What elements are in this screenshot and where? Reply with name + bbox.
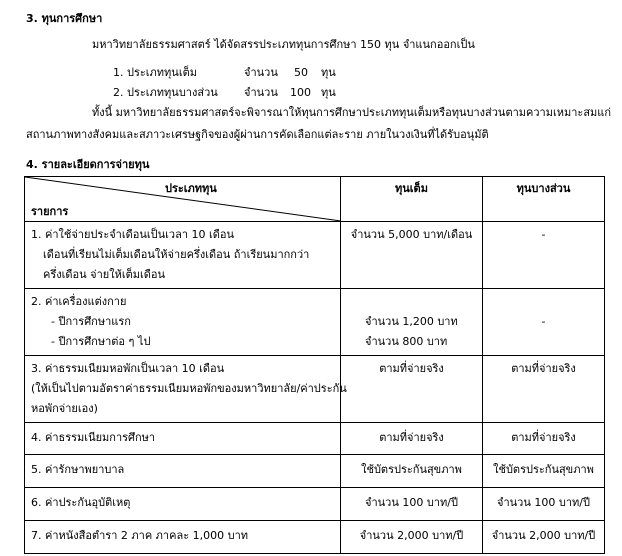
section4-heading: 4. รายละเอียดการจ่ายทุน — [26, 158, 150, 171]
header-partial-cell — [483, 177, 605, 222]
item-partial-label: 2. ประเภททุนบางส่วน — [113, 86, 218, 99]
row-item-line: 4. ค่าธรรมเนียมการศึกษา — [31, 431, 156, 444]
row-full-cell — [341, 521, 483, 554]
row-partial-value: ตามที่จ่ายจริง — [511, 362, 576, 375]
row-partial-value: - — [541, 228, 546, 241]
row-partial-value: จำนวน 2,000 บาท/ปี — [491, 529, 596, 542]
item-full-count-label: จำนวน — [244, 66, 278, 79]
header-diagonal-cell — [25, 177, 341, 222]
item-partial-count: 100 — [290, 86, 311, 99]
table-row — [25, 222, 605, 289]
item-partial-unit: ทุน — [321, 86, 336, 99]
row-item-cell — [25, 488, 341, 521]
row-item-cell — [25, 521, 341, 554]
row-full-cell — [341, 488, 483, 521]
item-full-label: 1. ประเภททุนเต็ม — [113, 66, 197, 79]
row-item-line: 3. ค่าธรรมเนียมหอพักเป็นเวลา 10 เดือน — [31, 362, 225, 375]
row-partial-cell — [483, 356, 605, 423]
row-partial-value: จำนวน 100 บาท/ปี — [497, 496, 590, 509]
row-partial-cell — [483, 521, 605, 554]
header-type-label: ประเภททุน — [165, 182, 217, 195]
table-row — [25, 521, 605, 554]
table-row — [25, 289, 605, 356]
row-item-line: (ให้เป็นไปตามอัตราค่าธรรมเนียมหอพักของมหาวิทยาลัย/ค่าประกัน — [31, 382, 347, 395]
row-full-cell — [341, 356, 483, 423]
section3-heading: 3. ทุนการศึกษา — [26, 12, 103, 25]
row-full-value: จำนวน 100 บาท/ปี — [365, 496, 458, 509]
row-partial-cell — [483, 488, 605, 521]
item-partial-count-label: จำนวน — [244, 86, 278, 99]
table-row — [25, 455, 605, 488]
row-item-line: 5. ค่ารักษาพยาบาล — [31, 463, 125, 476]
table-row — [25, 488, 605, 521]
header-full-label: ทุนเต็ม — [395, 182, 428, 195]
row-full-value: จำนวน 5,000 บาท/เดือน — [350, 228, 473, 241]
row-full-cell — [341, 423, 483, 455]
header-full-cell — [341, 177, 483, 222]
row-full-value: ตามที่จ่ายจริง — [379, 431, 444, 444]
row-partial-value: - — [541, 315, 546, 328]
header-partial-label: ทุนบางส่วน — [516, 182, 571, 195]
item-full-count: 50 — [294, 66, 308, 79]
row-full-value: ใช้บัตรประกันสุขภาพ — [361, 463, 462, 476]
row-item-line: - ปีการศึกษาต่อ ๆ ไป — [51, 335, 151, 348]
row-full-cell — [341, 222, 483, 289]
item-full-unit: ทุน — [321, 66, 336, 79]
section3-intro: มหาวิทยาลัยธรรมศาสตร์ ได้จัดสรรประเภททุนการศึกษา 150 ทุน จำแนกออกเป็น — [92, 38, 475, 51]
table-header-row — [25, 177, 605, 222]
row-partial-value: ตามที่จ่ายจริง — [511, 431, 576, 444]
row-full-cell — [341, 289, 483, 356]
row-partial-value: ใช้บัตรประกันสุขภาพ — [493, 463, 594, 476]
table-row — [25, 423, 605, 455]
row-item-line: 6. ค่าประกันอุบัติเหตุ — [31, 496, 131, 509]
payment-table — [24, 176, 605, 554]
row-item-line: หอพักจ่ายเอง) — [31, 402, 98, 415]
row-item-line: 7. ค่าหนังสือตำรา 2 ภาค ภาคละ 1,000 บาท — [31, 529, 248, 542]
row-partial-cell — [483, 222, 605, 289]
row-item-cell — [25, 455, 341, 488]
row-full-value: จำนวน 1,200 บาท — [365, 315, 458, 328]
row-item-cell — [25, 423, 341, 455]
row-partial-cell — [483, 423, 605, 455]
row-full-value: จำนวน 2,000 บาท/ปี — [359, 529, 464, 542]
section3-paragraph-line1: ทั้งนี้ มหาวิทยาลัยธรรมศาสตร์จะพิจารณาให้ทุนการศึกษาประเภททุนเต็มหรือทุนบางส่วนตามความเหมาะสมแก่ — [92, 106, 612, 119]
row-item-cell — [25, 356, 347, 423]
row-full-cell — [341, 455, 483, 488]
row-item-line: 2. ค่าเครื่องแต่งกาย — [31, 295, 127, 308]
section3-paragraph-line2: สถานภาพทางสังคมและสภาวะเศรษฐกิจของผู้ผ่านการคัดเลือกแต่ละราย ภายในวงเงินที่ได้รับอนุมัติ — [26, 128, 489, 141]
row-partial-cell — [483, 455, 605, 488]
row-item-line: - ปีการศึกษาแรก — [51, 315, 131, 328]
row-item-line: ครึ่งเดือน จ่ายให้เต็มเดือน — [43, 268, 166, 281]
row-item-cell — [25, 222, 341, 289]
table-row — [25, 356, 605, 423]
row-full-value: จำนวน 800 บาท — [365, 335, 448, 348]
row-partial-cell — [483, 289, 605, 356]
row-item-cell — [25, 289, 341, 356]
row-item-line: 1. ค่าใช้จ่ายประจำเดือนเป็นเวลา 10 เดือน — [31, 228, 235, 241]
row-item-line: เดือนที่เรียนไม่เต็มเดือนให้จ่ายครึ่งเดือน ถ้าเรียนมากกว่า — [43, 248, 310, 261]
row-full-value: ตามที่จ่ายจริง — [379, 362, 444, 375]
header-item-label: รายการ — [31, 205, 69, 218]
